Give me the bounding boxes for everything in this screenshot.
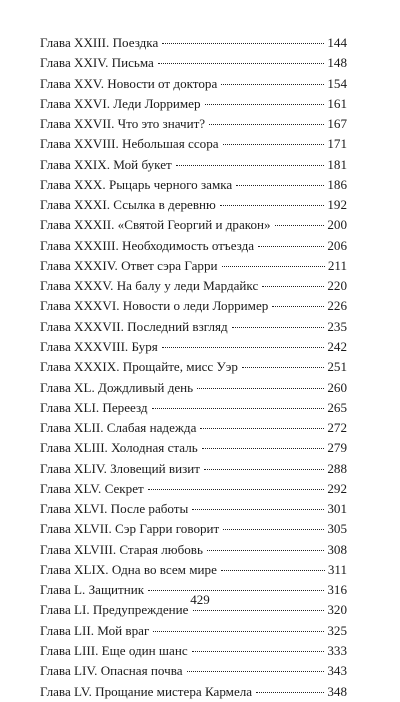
toc-entry bbox=[40, 296, 347, 316]
chapter-title: Глава XXIII. Поездка bbox=[40, 35, 159, 50]
dot-leader bbox=[258, 246, 324, 247]
dot-leader bbox=[222, 266, 325, 267]
chapter-page-number: 301 bbox=[327, 501, 347, 517]
chapter-page-number: 148 bbox=[327, 55, 347, 71]
toc-entry bbox=[40, 438, 347, 458]
dot-leader bbox=[192, 651, 325, 652]
chapter-title: Глава LIV. Опасная почва bbox=[40, 663, 183, 679]
toc-entry bbox=[40, 682, 347, 702]
toc-entry bbox=[40, 317, 347, 337]
page-number: 429 bbox=[190, 592, 210, 607]
toc-entry bbox=[40, 398, 347, 418]
chapter-title: Глава XLIII. Холодная сталь bbox=[40, 440, 198, 456]
chapter-page-number: 200 bbox=[327, 217, 347, 233]
toc-entry bbox=[40, 641, 347, 661]
toc-entry bbox=[40, 175, 347, 195]
chapter-page-number: 320 bbox=[327, 602, 347, 618]
dot-leader bbox=[152, 408, 325, 409]
chapter-title: Глава XXIV. Письма bbox=[40, 55, 154, 71]
toc-entry bbox=[40, 459, 347, 479]
chapter-page-number: 220 bbox=[327, 278, 347, 294]
chapter-title: Глава XXV. Новости от доктора bbox=[40, 75, 218, 91]
chapter-title: Глава XXX. Рыцарь черного замка bbox=[40, 176, 233, 192]
toc-entry bbox=[40, 236, 347, 256]
toc-entry bbox=[40, 195, 347, 215]
chapter-page-number: 226 bbox=[327, 298, 347, 314]
chapter-page-number: 265 bbox=[327, 399, 347, 415]
chapter-title: Глава LI. Предупреждение bbox=[40, 602, 189, 618]
chapter-page-number: 154 bbox=[327, 75, 347, 91]
chapter-page-number: 272 bbox=[327, 420, 347, 436]
chapter-title: Глава XXXIII. Необходимость отъезда bbox=[40, 237, 255, 253]
chapter-title: Глава XXVII. Что это значит? bbox=[40, 116, 206, 132]
dot-leader bbox=[153, 631, 324, 632]
dot-leader bbox=[209, 124, 324, 125]
toc-entry bbox=[40, 276, 347, 296]
chapter-page-number: 242 bbox=[327, 338, 347, 354]
chapter-page-number: 305 bbox=[327, 521, 347, 537]
chapter-page-number: 206 bbox=[327, 237, 347, 253]
chapter-title: Глава L. Защитник bbox=[40, 582, 145, 598]
toc-entry bbox=[40, 661, 347, 681]
chapter-page-number: 144 bbox=[327, 35, 347, 50]
chapter-title: Глава XXVIII. Небольшая ссора bbox=[40, 136, 219, 152]
chapter-page-number: 343 bbox=[327, 663, 347, 679]
chapter-page-number: 251 bbox=[327, 359, 347, 375]
dot-leader bbox=[236, 185, 324, 186]
chapter-title: Глава XXXV. На балу у леди Мардайкс bbox=[40, 278, 259, 294]
chapter-title: Глава XXXI. Ссылка в деревню bbox=[40, 197, 216, 213]
dot-leader bbox=[221, 570, 325, 571]
dot-leader bbox=[223, 529, 324, 530]
chapter-title: Глава LIII. Еще один шанс bbox=[40, 642, 188, 658]
dot-leader bbox=[176, 165, 325, 166]
chapter-title: Глава XLVI. После работы bbox=[40, 501, 189, 517]
chapter-title: Глава XLV. Секрет bbox=[40, 480, 144, 496]
chapter-page-number: 308 bbox=[327, 541, 347, 557]
chapter-page-number: 325 bbox=[327, 622, 347, 638]
chapter-title: Глава XXXVIII. Буря bbox=[40, 338, 158, 354]
toc-entry bbox=[40, 155, 347, 175]
chapter-title: Глава LV. Прощание мистера Кармела bbox=[40, 683, 253, 699]
dot-leader bbox=[148, 489, 325, 490]
dot-leader bbox=[242, 367, 324, 368]
dot-leader bbox=[193, 610, 325, 611]
chapter-title: Глава XXXIV. Ответ сэра Гарри bbox=[40, 257, 218, 273]
chapter-page-number: 181 bbox=[327, 156, 347, 172]
chapter-page-number: 211 bbox=[327, 257, 347, 273]
dot-leader bbox=[262, 286, 324, 287]
dot-leader bbox=[275, 225, 325, 226]
dot-leader bbox=[205, 104, 325, 105]
chapter-title: Глава XXXVI. Новости о леди Лорример bbox=[40, 298, 269, 314]
toc-entry bbox=[40, 418, 347, 438]
chapter-page-number: 311 bbox=[327, 561, 347, 577]
chapter-title: Глава XLVII. Сэр Гарри говорит bbox=[40, 521, 220, 537]
dot-leader bbox=[202, 448, 325, 449]
dot-leader bbox=[207, 550, 324, 551]
toc-entry bbox=[40, 378, 347, 398]
chapter-title: Глава XLII. Слабая надежда bbox=[40, 420, 197, 436]
chapter-page-number: 348 bbox=[327, 683, 347, 699]
toc-entry bbox=[40, 114, 347, 134]
toc-entry bbox=[40, 94, 347, 114]
toc-entry bbox=[40, 33, 347, 53]
chapter-title: Глава XL. Дождливый день bbox=[40, 379, 194, 395]
chapter-page-number: 167 bbox=[327, 116, 347, 132]
dot-leader bbox=[223, 144, 325, 145]
chapter-title: Глава XLIV. Зловещий визит bbox=[40, 460, 201, 476]
toc-entry bbox=[40, 479, 347, 499]
chapter-title: Глава XLVIII. Старая любовь bbox=[40, 541, 203, 557]
dot-leader bbox=[187, 671, 325, 672]
dot-leader bbox=[272, 306, 324, 307]
dot-leader bbox=[256, 692, 324, 693]
chapter-page-number: 235 bbox=[327, 318, 347, 334]
chapter-page-number: 260 bbox=[327, 379, 347, 395]
toc-entry bbox=[40, 74, 347, 94]
dot-leader bbox=[204, 469, 324, 470]
chapter-page-number: 192 bbox=[327, 197, 347, 213]
dot-leader bbox=[200, 428, 324, 429]
toc-entry bbox=[40, 337, 347, 357]
chapter-page-number: 161 bbox=[327, 95, 347, 111]
chapter-title: Глава XXXIX. Прощайте, мисс Уэр bbox=[40, 359, 238, 375]
chapter-page-number: 292 bbox=[327, 480, 347, 496]
chapter-title: Глава LII. Мой враг bbox=[40, 622, 150, 638]
dot-leader bbox=[158, 63, 324, 64]
chapter-page-number: 171 bbox=[327, 136, 347, 152]
toc-entry bbox=[40, 215, 347, 235]
chapter-title: Глава XLI. Переезд bbox=[40, 399, 148, 415]
toc-entry bbox=[40, 53, 347, 73]
toc-entry bbox=[40, 499, 347, 519]
toc-entry bbox=[40, 540, 347, 560]
chapter-page-number: 288 bbox=[327, 460, 347, 476]
toc-entry bbox=[40, 134, 347, 154]
chapter-page-number: 316 bbox=[327, 582, 347, 598]
dot-leader bbox=[162, 347, 325, 348]
chapter-page-number: 333 bbox=[327, 642, 347, 658]
dot-leader bbox=[220, 205, 325, 206]
dot-leader bbox=[162, 43, 324, 44]
toc-entry bbox=[40, 357, 347, 377]
chapter-title: Глава XLIX. Одна во всем мире bbox=[40, 561, 217, 577]
dot-leader bbox=[197, 388, 324, 389]
dot-leader bbox=[192, 509, 324, 510]
toc-entry bbox=[40, 256, 347, 276]
chapter-title: Глава XXVI. Леди Лорример bbox=[40, 95, 201, 111]
chapter-title: Глава XXXVII. Последний взгляд bbox=[40, 318, 228, 334]
chapter-page-number: 279 bbox=[327, 440, 347, 456]
toc-entry bbox=[40, 560, 347, 580]
chapter-page-number: 186 bbox=[327, 176, 347, 192]
chapter-title: Глава XXIX. Мой букет bbox=[40, 156, 172, 172]
dot-leader bbox=[221, 84, 324, 85]
toc-entry bbox=[40, 519, 347, 539]
dot-leader bbox=[232, 327, 325, 328]
chapter-title: Глава XXXII. «Святой Георгий и дракон» bbox=[40, 217, 271, 233]
